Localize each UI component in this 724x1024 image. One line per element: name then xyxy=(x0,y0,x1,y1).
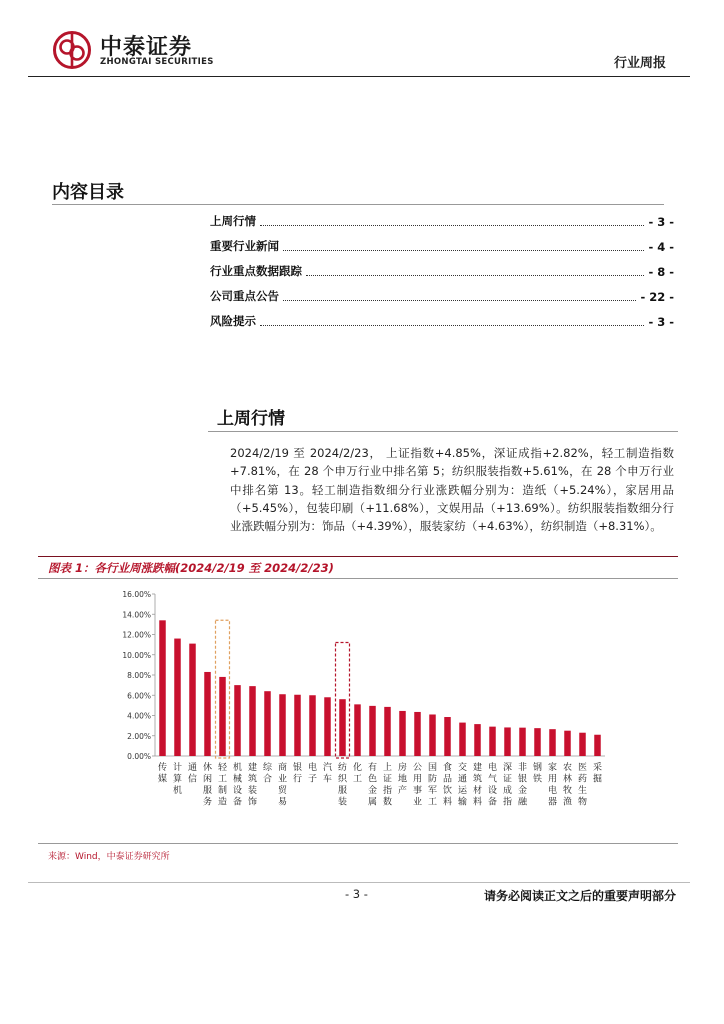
x-tick-label: 造 xyxy=(217,797,228,808)
toc-item-label: 风险提示 xyxy=(210,314,256,328)
bar xyxy=(564,731,571,756)
section-body: 2024/2/19 至 2024/2/23， 上证指数+4.85%，深证成指+2.82%，轻工制造指数+7.81%，在 28 个申万行业中排名第 5；纺织服装指数+5.61%，在 28 个申万行业中排名第 13。轻工制造指数细分行业涨跌幅分别为：造纸（+5.24%），家居用品（+5.45%），包装印刷（+11.68%），文娱用品（+13.69%）。纺织服装指数细分行业涨跌幅分别为：饰品（+4.39%），服装家纺（+4.63%），纺织制造（+8.31%）。 xyxy=(230,446,674,534)
x-tick-label: 贸 xyxy=(277,786,288,796)
x-tick-label: 车 xyxy=(322,774,333,785)
x-tick-label: 子 xyxy=(307,774,318,785)
x-tick-label: 机 xyxy=(232,763,243,773)
x-tick-label: 生 xyxy=(577,786,588,796)
x-tick-label: 家 xyxy=(547,763,558,773)
x-tick-label: 休 xyxy=(202,763,213,773)
toc-item-label: 重要行业新闻 xyxy=(210,239,279,253)
bar xyxy=(354,704,361,756)
x-tick-label: 易 xyxy=(277,797,288,808)
x-tick-label: 气 xyxy=(487,774,498,785)
footer-disclaimer: 请务必阅读正文之后的重要声明部分 xyxy=(483,889,676,903)
x-tick-label: 建 xyxy=(247,763,258,773)
x-tick-label: 工 xyxy=(352,774,363,785)
bar xyxy=(519,728,526,756)
toc-item[interactable] xyxy=(210,288,674,304)
y-tick-label: 4.00% xyxy=(127,711,151,721)
bar xyxy=(279,694,286,756)
x-tick-label: 牧 xyxy=(562,786,573,796)
x-tick-label: 地 xyxy=(397,774,408,785)
bar xyxy=(429,714,436,756)
x-tick-label: 深 xyxy=(502,763,513,773)
x-tick-label: 证 xyxy=(382,774,393,785)
x-tick-label: 备 xyxy=(487,797,498,808)
toc-item-label: 公司重点公告 xyxy=(210,289,279,303)
x-tick-label: 房 xyxy=(397,763,408,773)
x-tick-label: 械 xyxy=(232,774,243,785)
toc-title: 内容目录 xyxy=(52,182,124,203)
toc-item-label: 上周行情 xyxy=(210,214,256,228)
x-tick-label: 器 xyxy=(547,797,558,808)
x-tick-label: 汽 xyxy=(322,763,333,773)
x-tick-label: 机 xyxy=(172,786,183,796)
x-tick-label: 算 xyxy=(172,774,183,785)
x-tick-label: 有 xyxy=(367,763,378,773)
x-tick-label: 务 xyxy=(202,797,213,808)
zhongtai-logo xyxy=(52,30,92,70)
bar xyxy=(369,706,376,756)
bar xyxy=(399,711,406,756)
figure-top-rule xyxy=(38,556,678,557)
x-tick-label: 材 xyxy=(472,786,483,796)
y-tick-label: 16.00% xyxy=(122,590,151,599)
x-tick-label: 饮 xyxy=(442,786,453,796)
x-tick-label: 设 xyxy=(232,786,243,796)
toc-leader xyxy=(260,325,644,326)
x-tick-label: 证 xyxy=(502,774,513,785)
x-tick-label: 媒 xyxy=(157,774,168,785)
page-number: - 3 - xyxy=(345,887,368,901)
bar xyxy=(219,677,226,756)
x-tick-label: 物 xyxy=(577,797,588,808)
toc-leader xyxy=(283,250,644,251)
toc-item-label: 行业重点数据跟踪 xyxy=(210,264,302,278)
x-tick-label: 计 xyxy=(172,763,183,773)
brand-name: 中泰证券 xyxy=(100,35,193,60)
x-tick-label: 轻 xyxy=(217,763,228,773)
x-tick-label: 筑 xyxy=(247,774,258,785)
x-tick-label: 防 xyxy=(427,774,438,785)
report-type: 行业周报 xyxy=(613,56,666,71)
x-tick-label: 行 xyxy=(292,774,303,785)
bar xyxy=(534,728,541,756)
bar xyxy=(384,707,391,756)
bar xyxy=(504,727,511,756)
x-tick-label: 农 xyxy=(562,763,573,773)
x-tick-label: 工 xyxy=(427,797,438,808)
x-tick-label: 综 xyxy=(262,763,273,773)
x-tick-label: 食 xyxy=(442,763,453,773)
bar xyxy=(549,729,556,756)
x-tick-label: 建 xyxy=(472,763,483,773)
toc-item-page: - 3 - xyxy=(648,215,674,229)
x-tick-label: 服 xyxy=(202,786,213,796)
bar xyxy=(249,686,256,756)
x-tick-label: 银 xyxy=(517,774,528,785)
toc-item[interactable] xyxy=(210,213,674,229)
x-tick-label: 掘 xyxy=(592,774,603,785)
x-tick-label: 金 xyxy=(367,786,378,796)
bar xyxy=(594,735,601,756)
x-tick-label: 指 xyxy=(382,786,393,796)
x-tick-label: 料 xyxy=(472,797,483,808)
x-tick-label: 非 xyxy=(517,763,528,773)
toc-divider xyxy=(52,204,664,205)
bar xyxy=(189,644,196,756)
x-tick-label: 铁 xyxy=(532,774,543,785)
x-tick-label: 备 xyxy=(232,797,243,808)
x-tick-label: 事 xyxy=(412,786,423,796)
x-tick-label: 业 xyxy=(412,797,423,808)
figure-bottom-rule xyxy=(38,843,678,844)
toc-item[interactable] xyxy=(210,238,674,254)
bar xyxy=(339,699,346,756)
toc-item[interactable] xyxy=(210,313,674,329)
x-tick-label: 化 xyxy=(352,763,363,773)
x-tick-label: 纺 xyxy=(337,763,348,773)
y-tick-label: 14.00% xyxy=(122,610,151,620)
bar xyxy=(489,727,496,756)
x-tick-label: 织 xyxy=(337,774,348,785)
y-tick-label: 2.00% xyxy=(127,731,151,741)
x-tick-label: 用 xyxy=(547,774,558,785)
x-tick-label: 输 xyxy=(457,797,468,808)
x-tick-label: 指 xyxy=(502,797,513,808)
x-tick-label: 通 xyxy=(457,774,468,785)
bar xyxy=(444,717,451,756)
x-tick-label: 电 xyxy=(547,786,558,796)
x-tick-label: 服 xyxy=(337,786,348,796)
x-tick-label: 料 xyxy=(442,797,453,808)
bar xyxy=(204,672,211,756)
x-tick-label: 通 xyxy=(187,763,198,773)
section-divider xyxy=(208,431,678,432)
bar xyxy=(579,733,586,756)
y-tick-label: 10.00% xyxy=(122,650,151,660)
x-tick-label: 传 xyxy=(157,763,168,773)
bar xyxy=(459,723,466,756)
x-tick-label: 国 xyxy=(427,763,438,773)
x-tick-label: 药 xyxy=(577,774,588,785)
x-tick-label: 林 xyxy=(562,774,573,785)
x-tick-label: 商 xyxy=(277,763,288,773)
y-tick-label: 0.00% xyxy=(127,752,151,761)
x-tick-label: 电 xyxy=(487,763,498,773)
x-tick-label: 交 xyxy=(457,763,468,773)
x-tick-label: 数 xyxy=(382,797,393,808)
x-tick-label: 融 xyxy=(517,797,528,808)
toc-item[interactable] xyxy=(210,263,674,279)
x-tick-label: 业 xyxy=(277,774,288,785)
x-tick-label: 饰 xyxy=(247,797,258,808)
x-tick-label: 产 xyxy=(397,786,408,796)
bar xyxy=(159,620,166,756)
bar xyxy=(414,712,421,756)
bar xyxy=(324,697,331,756)
figure-title-rule xyxy=(38,578,678,579)
y-tick-label: 8.00% xyxy=(127,671,151,680)
x-tick-label: 色 xyxy=(367,774,378,785)
figure-title: 图表 1：各行业周涨跌幅(2024/2/19 至 2024/2/23) xyxy=(48,561,334,575)
bar xyxy=(264,691,271,756)
toc-item-page: - 8 - xyxy=(648,265,674,279)
x-tick-label: 品 xyxy=(442,774,453,785)
x-tick-label: 筑 xyxy=(472,774,483,785)
toc-item-page: - 3 - xyxy=(648,315,674,329)
x-tick-label: 用 xyxy=(412,774,423,785)
x-tick-label: 采 xyxy=(592,763,603,773)
bar xyxy=(309,695,316,756)
bar xyxy=(234,685,241,756)
x-tick-label: 公 xyxy=(412,763,423,773)
x-tick-label: 钢 xyxy=(532,763,543,773)
x-tick-label: 合 xyxy=(262,774,273,785)
bar xyxy=(174,639,181,756)
bar xyxy=(474,724,481,756)
x-tick-label: 闲 xyxy=(202,774,213,785)
y-tick-label: 12.00% xyxy=(122,630,151,640)
toc-leader xyxy=(260,225,644,226)
x-tick-label: 装 xyxy=(337,797,348,808)
x-tick-label: 渔 xyxy=(562,797,573,808)
y-tick-label: 6.00% xyxy=(127,691,151,701)
x-tick-label: 运 xyxy=(457,786,468,796)
toc-leader xyxy=(283,300,636,301)
x-tick-label: 医 xyxy=(577,763,588,773)
x-tick-label: 属 xyxy=(367,797,378,808)
x-tick-label: 军 xyxy=(427,786,438,796)
x-tick-label: 金 xyxy=(517,786,528,796)
x-tick-label: 信 xyxy=(187,774,198,785)
x-tick-label: 成 xyxy=(502,786,513,796)
x-tick-label: 上 xyxy=(382,763,393,773)
bar xyxy=(294,695,301,756)
x-tick-label: 装 xyxy=(247,786,258,796)
toc-leader xyxy=(306,275,644,276)
x-tick-label: 银 xyxy=(292,763,303,773)
toc-item-page: - 4 - xyxy=(648,240,674,254)
x-tick-label: 工 xyxy=(217,774,228,785)
x-tick-label: 电 xyxy=(307,763,318,773)
industry-weekly-change-chart xyxy=(100,586,620,841)
x-tick-label: 制 xyxy=(217,786,228,796)
toc-item-page: - 22 - xyxy=(640,290,674,304)
header-divider xyxy=(28,76,690,77)
section-title: 上周行情 xyxy=(217,409,285,429)
x-tick-label: 设 xyxy=(487,786,498,796)
figure-source: 来源：Wind，中泰证券研究所 xyxy=(48,852,170,862)
brand-name-en: ZHONGTAI SECURITIES xyxy=(100,57,214,67)
footer-divider xyxy=(28,882,690,883)
